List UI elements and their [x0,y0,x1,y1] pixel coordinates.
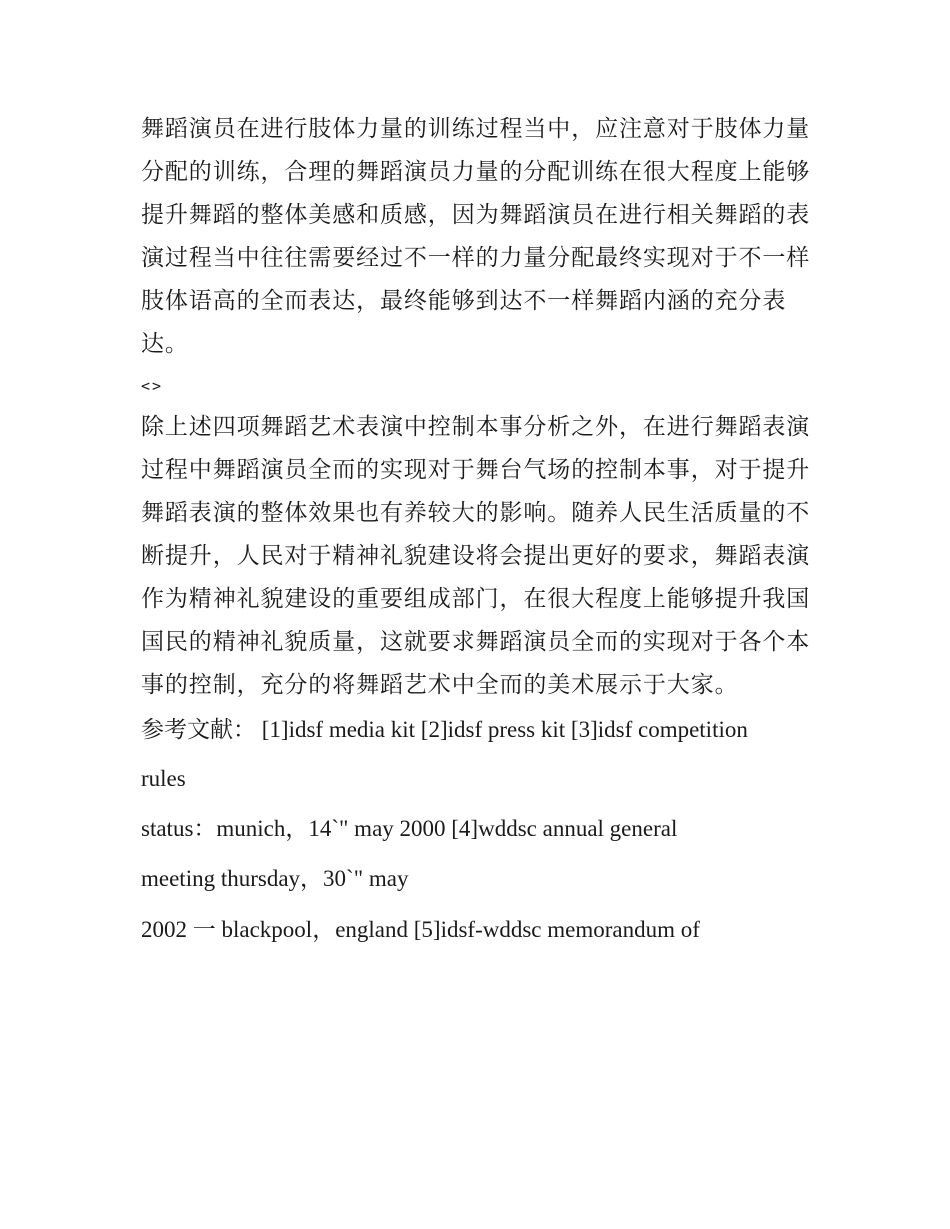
reference-line: 参考文献： [1]idsf media kit [2]idsf press kit [3]idsf competition [141,717,748,742]
paragraph-strength-training: 舞蹈演员在进行肢体力量的训练过程当中，应注意对于肢体力量分配的训练，合理的舞蹈演员力量的分配训练在很大程度上能够提升舞蹈的整体美感和质感，因为舞蹈演员在进行相关舞蹈的表演过程当中往往需要经过不一样的力量分配最终实现对于不一样肢体语高的全而表达，最终能够到达不一样舞蹈内涵的充分表达。 [141,116,811,357]
reference-line: rules [141,766,186,791]
document-page [141,108,813,956]
reference-line: 2002 一 blackpool，england [5]idsf-wddsc memorandum of [141,917,700,942]
references-section [141,707,813,956]
paragraph-stage-presence: 除上述四项舞蹈艺术表演中控制本事分析之外，在进行舞蹈表演过程中舞蹈演员全而的实现对于舞台气场的控制本事，对于提升舞蹈表演的整体效果也有养较大的影响。随养人民生活质量的不断提升，人民对于精神礼貌建设将会提出更好的要求，舞蹈表演作为精神礼貌建设的重要组成部门，在很大程度上能够提升我国国民的精神礼貌质量，这就要求舞蹈演员全而的实现对于各个本事的控制，充分的将舞蹈艺术中全而的美术展示于大家。 [141,414,811,698]
section-marker: <> [141,377,164,395]
reference-line: status：munich，14`" may 2000 [4]wddsc annual general [141,816,678,841]
reference-line: meeting thursday，30`" may [141,866,409,891]
